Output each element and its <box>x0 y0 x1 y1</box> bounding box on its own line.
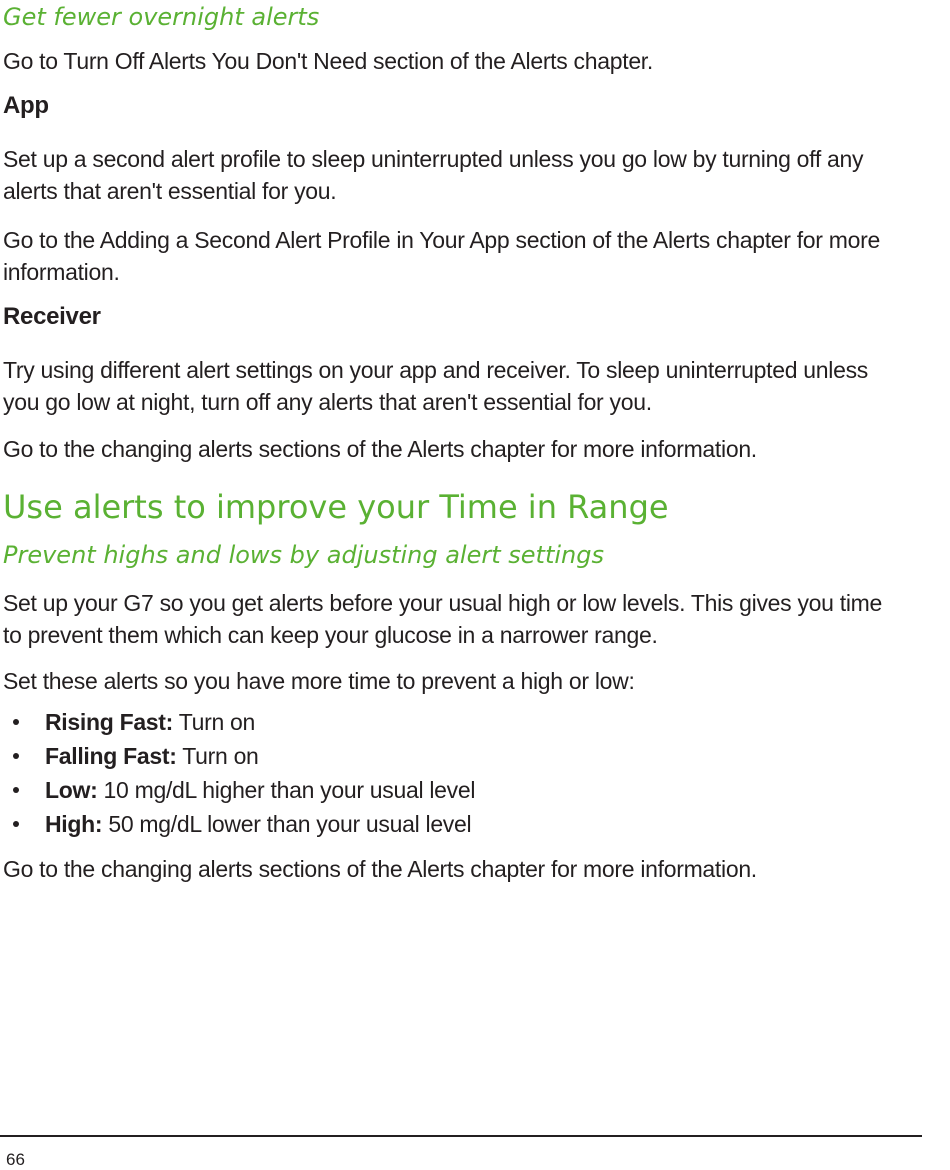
receiver-heading: Receiver <box>3 303 101 330</box>
intro-paragraph: Go to Turn Off Alerts You Don't Need section of the Alerts chapter. <box>3 48 653 74</box>
list-item <box>3 807 903 841</box>
set-alerts-paragraph: Set these alerts so you have more time to prevent a high or low: <box>3 668 635 694</box>
bullet-icon <box>13 719 19 725</box>
app-paragraph-2: Go to the Adding a Second Alert Profile in Your App section of the Alerts chapter for more information. <box>3 227 880 285</box>
bullet-icon <box>13 787 19 793</box>
list-item-text: 50 mg/dL lower than your usual level <box>102 811 472 837</box>
subheading-prevent-highs-lows: Prevent highs and lows by adjusting alert settings <box>3 541 604 569</box>
page-number: 66 <box>6 1150 25 1169</box>
list-item <box>3 705 903 739</box>
list-item-text: 10 mg/dL higher than your usual level <box>97 777 476 803</box>
list-item <box>3 739 903 773</box>
app-paragraph-1: Set up a second alert profile to sleep uninterrupted unless you go low by turning off any alerts that aren't essential for you. <box>3 146 864 204</box>
list-item-label: Low: <box>45 777 98 803</box>
list-item-label: Rising Fast: <box>45 709 174 735</box>
section-heading-time-in-range: Use alerts to improve your Time in Range <box>3 488 669 526</box>
list-item-text: Turn on <box>176 743 259 769</box>
bullet-icon <box>13 753 19 759</box>
closing-paragraph: Go to the changing alerts sections of the Alerts chapter for more information. <box>3 856 757 882</box>
bullet-icon <box>13 821 19 827</box>
alert-settings-list <box>3 705 903 841</box>
list-item-label: Falling Fast: <box>45 743 177 769</box>
footer-divider <box>0 1135 922 1137</box>
app-heading: App <box>3 92 49 119</box>
list-item <box>3 773 903 807</box>
list-item-label: High: <box>45 811 103 837</box>
receiver-paragraph-2: Go to the changing alerts sections of the Alerts chapter for more information. <box>3 436 757 462</box>
receiver-paragraph-1: Try using different alert settings on your app and receiver. To sleep uninterrupted unless you go low at night, turn off any alerts that aren't essential for you. <box>3 357 868 415</box>
section-heading-overnight-alerts: Get fewer overnight alerts <box>3 3 320 31</box>
list-item-text: Turn on <box>173 709 256 735</box>
g7-setup-paragraph: Set up your G7 so you get alerts before your usual high or low levels. This gives you time to prevent them which can keep your glucose in a narrower range. <box>3 590 882 648</box>
